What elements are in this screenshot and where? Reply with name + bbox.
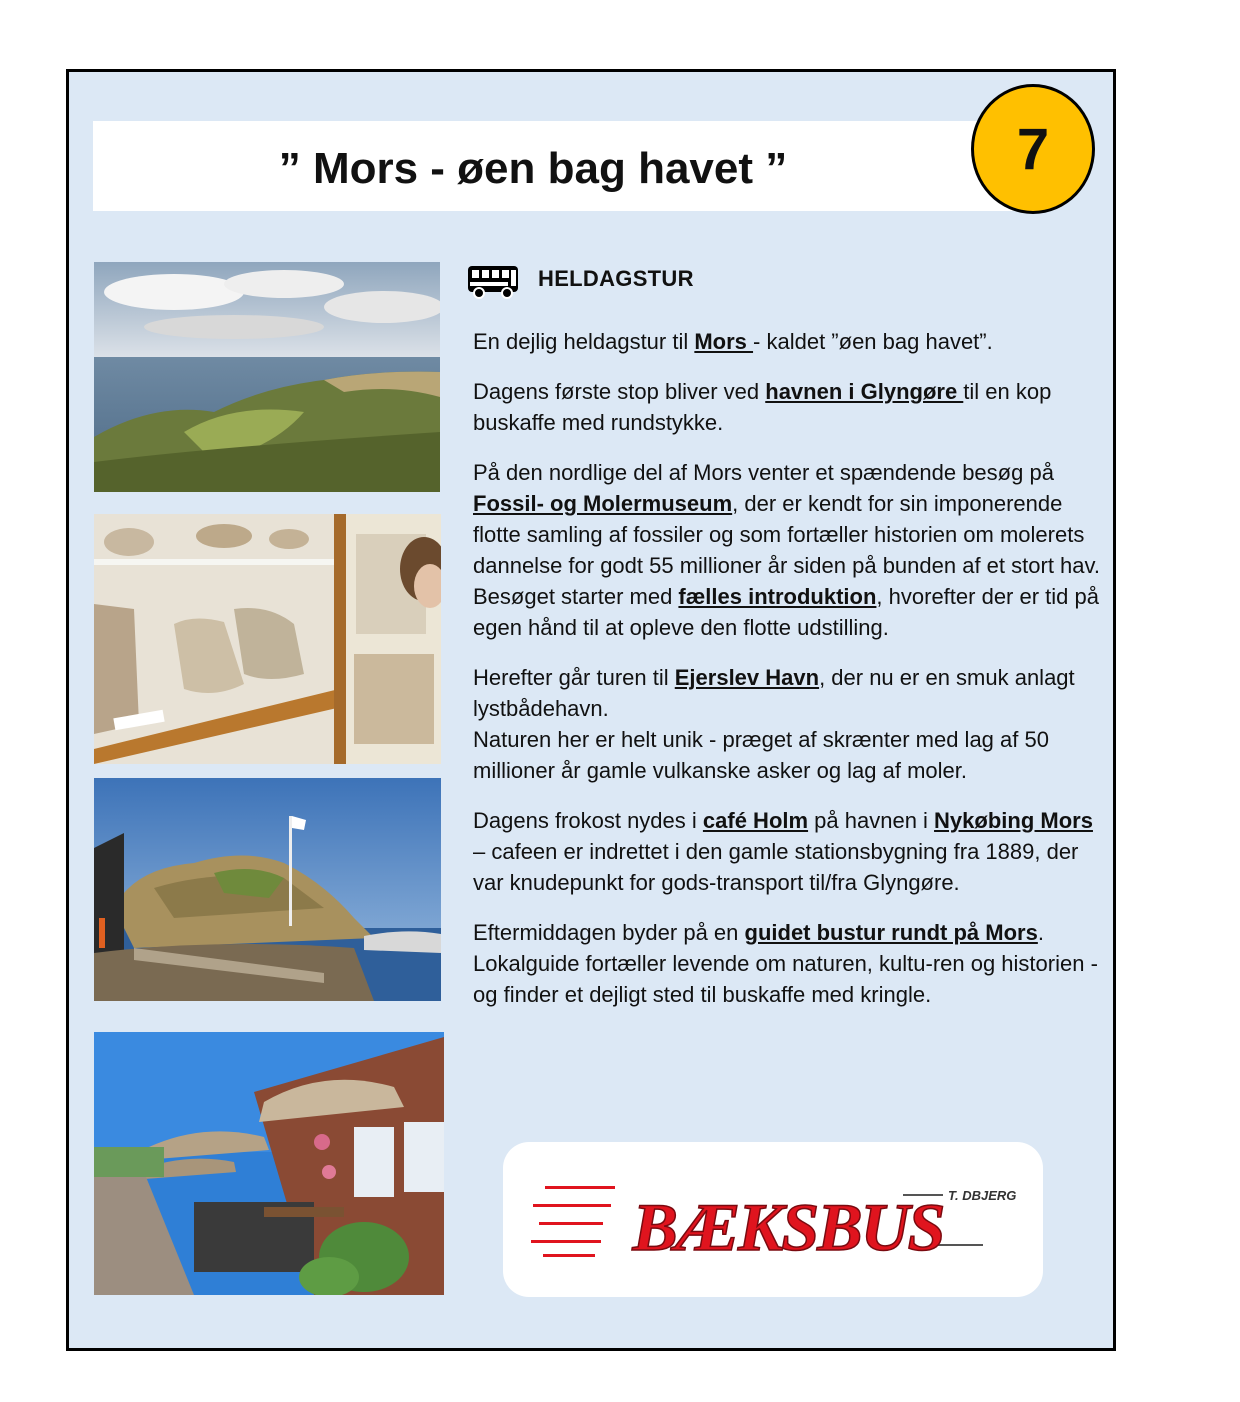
tour-type-label: HELDAGSTUR — [538, 266, 694, 291]
photo-ejerslev-cliff — [94, 778, 441, 1001]
text: Eftermiddagen byder på en — [473, 920, 745, 945]
paragraph-museum — [473, 457, 1103, 643]
text: Besøget starter med — [473, 584, 679, 609]
text: – cafeen er indrettet i den gamle stationsbygning fra 1889, der var knudepunkt for gods-transport til/fra Glyngøre. — [473, 839, 1079, 895]
page-title: ” Mors - øen bag havet ” — [278, 144, 788, 193]
text: . Lokalguide fortæller levende om naturen, kultu-ren og historien - og finder et dejligt sted til buskaffe med kringle. — [473, 920, 1098, 1007]
logo-box — [503, 1142, 1043, 1297]
photo-fossil-museum — [94, 514, 441, 764]
highlight-guided-tour: guidet bustur rundt på Mors — [744, 920, 1038, 945]
photo-coastal-landscape — [94, 262, 440, 492]
paragraph-lunch — [473, 805, 1103, 898]
paragraph-afternoon — [473, 917, 1103, 1010]
baeksbus-logo — [503, 1142, 1043, 1297]
highlight-cafe-holm: café Holm — [702, 808, 809, 833]
text: , der er kendt for sin imponerende flotte samling af fossiler og som fortæller historien om molerets dannelse for godt 55 millioner år siden på bunden af et stort hav. — [473, 491, 1100, 578]
highlight-mors: Mors — [694, 329, 754, 354]
photo-cafe-holm — [94, 1032, 444, 1295]
day-number-badge: 7 — [971, 84, 1095, 214]
text: til en kop buskaffe med rundstykke. — [473, 379, 1052, 435]
text: Herefter går turen til — [473, 665, 675, 690]
paragraph-first-stop — [473, 376, 1103, 438]
text: Dagens frokost nydes i — [473, 808, 703, 833]
text: , hvorefter der er tid på egen hånd til at opleve den flotte udstilling. — [473, 584, 1099, 640]
highlight-introduction: fælles introduktion — [678, 584, 877, 609]
text: - kaldet ”øen bag havet”. — [753, 329, 993, 354]
bus-icon — [467, 264, 521, 300]
logo-subtext: T. DBJERG — [948, 1188, 1017, 1203]
paragraph-intro — [473, 326, 1103, 357]
text: På den nordlige del af Mors venter et spændende besøg på — [473, 460, 1054, 485]
logo-wordmark: BÆKSBUS — [632, 1189, 944, 1265]
highlight-museum: Fossil- og Molermuseum — [473, 491, 733, 516]
text: på havnen i — [808, 808, 935, 833]
text: Dagens første stop bliver ved — [473, 379, 766, 404]
text: Naturen her er helt unik - præget af skrænter med lag af 50 millioner år gamle vulkanske asker og lag af moler. — [473, 727, 1049, 783]
paragraph-ejerslev — [473, 662, 1103, 786]
tour-description — [473, 326, 1103, 1029]
title-bar — [93, 121, 1023, 211]
text: , der nu er en smuk anlagt lystbådehavn. — [473, 665, 1075, 721]
highlight-ejerslev: Ejerslev Havn — [674, 665, 820, 690]
text: En dejlig heldagstur til — [473, 329, 695, 354]
highlight-nykobing: Nykøbing Mors — [934, 808, 1093, 833]
highlight-glyngore: havnen i Glyngøre — [765, 379, 964, 404]
